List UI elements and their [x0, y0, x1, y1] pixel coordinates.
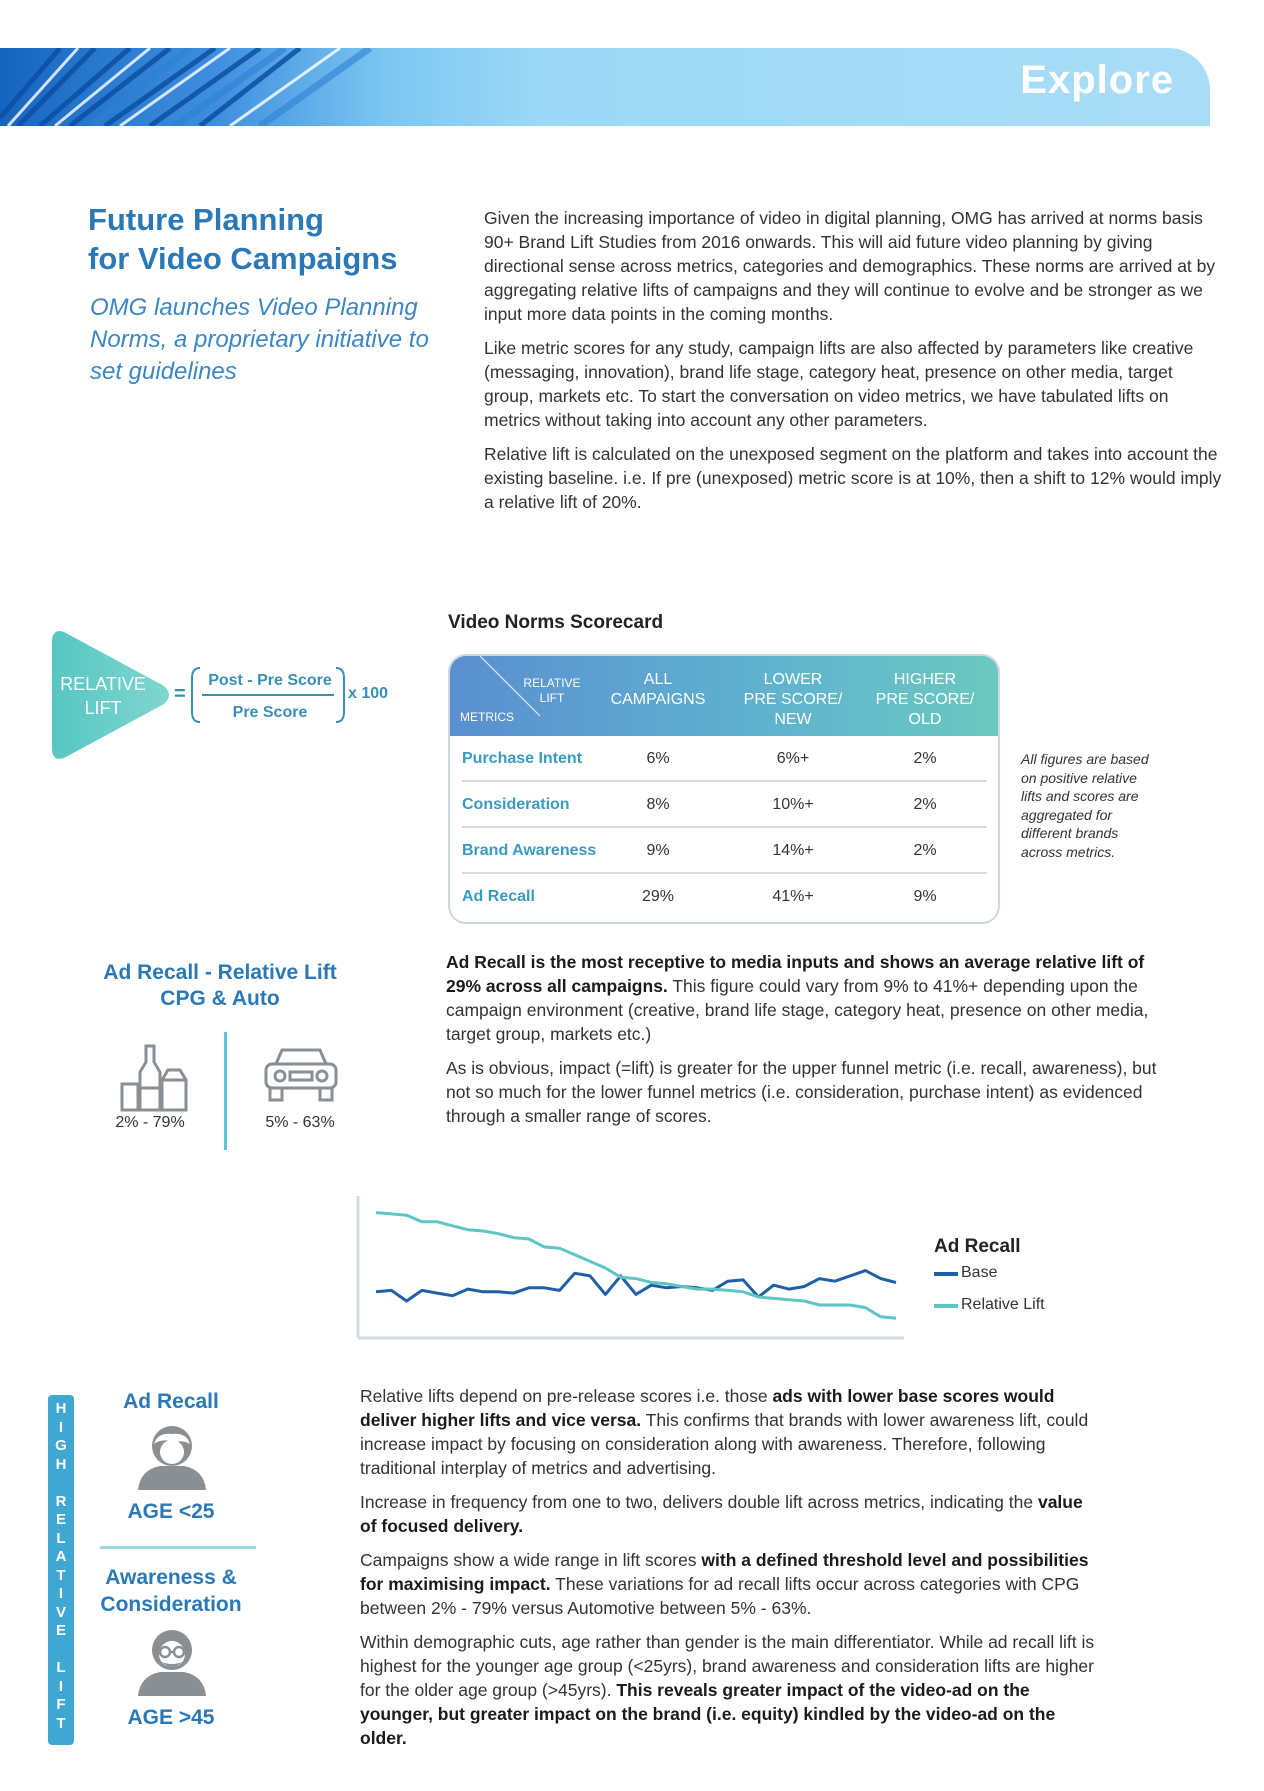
- column-header-all-line-2: CAMPAIGNS: [610, 691, 706, 708]
- corner-top-label: RELATIVE: [523, 676, 581, 690]
- closing-1c: This confirms that brands with lower awareness lift, could increase impact by focusing on consideration along with awareness. Therefore, following traditional interplay of metrics and advertising.: [360, 1410, 1089, 1478]
- row-metric: Consideration: [462, 796, 570, 813]
- ad-recall-paragraph-2: As is obvious, impact (=lift) is greater for the upper funnel metric (i.e. recall, awareness), but not so much for the lower funnel metrics (i.e. consideration, purchase intent) as evidenced through a smaller range of scores.: [446, 1058, 1157, 1126]
- title-line-1: Future Planning: [88, 202, 324, 237]
- intro-paragraph-3: Relative lift is calculated on the unexposed segment on the platform and takes into account the existing baseline. i.e. If pre (unexposed) metric score is at 10%, then a shift to 12% would imply a relative lift of 20%.: [484, 444, 1222, 512]
- formula-multiplier: x 100: [348, 685, 389, 702]
- vertical-letter: E: [55, 1511, 66, 1528]
- young-person-icon: [134, 1422, 210, 1490]
- column-header-all: [598, 670, 718, 710]
- row-metric: Purchase Intent: [462, 750, 583, 767]
- row-higher: 2%: [913, 842, 937, 859]
- header-banner: [0, 48, 1210, 126]
- closing-3c: These variations for ad recall lifts occur across categories with CPG between 2% - 79% versus Automotive between 5% - 63%.: [360, 1574, 1080, 1618]
- icon-divider: [224, 1032, 227, 1150]
- item1-age: AGE <25: [127, 1500, 215, 1523]
- intro-paragraph-2: Like metric scores for any study, campaign lifts are also affected by parameters like creative (messaging, innovation), brand life stage, category heat, presence on other media, target group, markets etc. To start the conversation on video metrics, we have tabulated lifts on metrics without taking into account any other parameters.: [484, 338, 1194, 430]
- row-higher: 2%: [913, 750, 937, 767]
- corner-relative-lift: [520, 676, 584, 706]
- scorecard-note: All figures are based on positive relative lifts and scores are aggregated for different brands across metrics.: [1021, 751, 1149, 860]
- vertical-letter: V: [55, 1603, 66, 1621]
- intro-text: [484, 206, 1224, 524]
- row-metric: Brand Awareness: [462, 842, 597, 859]
- vertical-letter: T: [56, 1714, 66, 1732]
- closing-1a: Relative lifts depend on pre-release scores i.e. those: [360, 1386, 773, 1406]
- row-divider: [462, 826, 987, 828]
- corner-metrics: METRICS: [460, 710, 514, 724]
- column-header-higher-line-2: PRE SCORE/: [875, 691, 975, 708]
- row-metric: Ad Recall: [462, 888, 535, 905]
- closing-4a: Within demographic cuts, age rather than gender is the main differentiator. While ad recall lift is highest for the younger age group (<25yrs), brand awareness and consideration lifts are higher for the older age group (>45yrs).: [360, 1632, 1095, 1700]
- row-higher: 2%: [913, 796, 937, 813]
- vertical-letter: A: [55, 1548, 67, 1565]
- relative-lift-line-2: LIFT: [84, 698, 122, 718]
- sidebar-divider: [100, 1546, 256, 1549]
- row-lower: 41%+: [772, 888, 814, 905]
- ad-recall-emphasis: Ad Recall is the most receptive to media inputs and shows an average relative lift of 29% across all campaigns.: [446, 952, 1145, 996]
- stripe-pattern: [0, 48, 420, 126]
- vertical-letter: H: [55, 1455, 67, 1473]
- ad-recall-paragraph-1: [446, 950, 1176, 1046]
- column-header-higher-line-1: HIGHER: [893, 671, 957, 688]
- ad-recall-box-title-line-1: Ad Recall - Relative Lift: [103, 961, 337, 984]
- car-icon: [262, 1044, 340, 1106]
- equals-sign: =: [174, 683, 186, 705]
- column-header-lower: [728, 670, 858, 730]
- relative-lift-label: [52, 672, 154, 720]
- vertical-letter: G: [55, 1437, 67, 1454]
- closing-3b: with a defined threshold level and possibilities for maximising impact.: [360, 1550, 1089, 1594]
- scorecard-table: [448, 654, 1000, 924]
- section-label: Explore: [1020, 58, 1174, 102]
- vertical-letter: [48, 1474, 74, 1493]
- legend-relative-lift: Relative Lift: [961, 1296, 1045, 1313]
- vertical-letter: E: [55, 1622, 66, 1639]
- column-header-lower-line-1: LOWER: [763, 671, 823, 688]
- vertical-letter: I: [58, 1418, 64, 1436]
- series-line-relative-lift: [376, 1213, 896, 1319]
- legend-swatch-relative-lift: [934, 1304, 958, 1308]
- corner-top-label-2: LIFT: [539, 691, 565, 705]
- intro-paragraph-1: Given the increasing importance of video in digital planning, OMG has arrived at norms basis 90+ Brand Lift Studies from 2016 onwards. This will aid future video planning by giving directional sense across metrics, categories and demographics. These norms are arrived at by aggregating relative lifts of campaigns and they will continue to evolve and be stronger as we input more data points in the coming months.: [484, 208, 1216, 324]
- row-all: 6%: [646, 750, 670, 767]
- column-header-lower-line-2: PRE SCORE/: [743, 691, 843, 708]
- ad-recall-text: [446, 950, 1176, 1138]
- vertical-letter: F: [56, 1696, 66, 1713]
- item1-title: Ad Recall: [123, 1390, 219, 1413]
- row-lower: 10%+: [772, 796, 814, 813]
- item2-age: AGE >45: [127, 1706, 215, 1729]
- closing-4b: This reveals greater impact of the video-ad on the younger, but greater impact on the brand (i.e. equity) kindled by the video-ad on the older.: [360, 1680, 1056, 1748]
- scorecard-title: Video Norms Scorecard: [448, 612, 664, 633]
- column-header-higher-line-3: OLD: [908, 711, 942, 728]
- vertical-letter: L: [56, 1659, 66, 1676]
- high-relative-lift-label: [48, 1400, 74, 1733]
- item2-title: [86, 1564, 256, 1618]
- column-header-all-line-1: ALL: [643, 671, 673, 688]
- closing-paragraph-3: [360, 1548, 1100, 1620]
- vertical-letter: R: [55, 1492, 67, 1510]
- vertical-letter: T: [56, 1566, 66, 1584]
- series-line-base: [376, 1271, 896, 1301]
- formula-denominator: Pre Score: [232, 704, 308, 721]
- scorecard-header: [450, 656, 998, 736]
- chart-title: Ad Recall: [934, 1236, 1021, 1257]
- ad-recall-box-title-line-2: CPG & Auto: [160, 987, 280, 1010]
- vertical-letter: H: [55, 1400, 67, 1417]
- vertical-letter: I: [58, 1585, 64, 1602]
- ad-recall-box-title: [70, 960, 370, 1012]
- item2-title-line-2: Consideration: [100, 1593, 242, 1616]
- closing-1b: ads with lower base scores would deliver higher lifts and vice versa.: [360, 1386, 1055, 1430]
- closing-text: [360, 1384, 1100, 1760]
- closing-2a: Increase in frequency from one to two, delivers double lift across metrics, indicating the: [360, 1492, 1038, 1512]
- closing-paragraph-2: [360, 1490, 1100, 1538]
- formula-numerator: Post - Pre Score: [208, 672, 332, 689]
- vertical-letter: L: [56, 1529, 66, 1547]
- row-divider: [462, 872, 987, 874]
- row-all: 8%: [646, 796, 670, 813]
- column-header-higher: [860, 670, 990, 730]
- vertical-letter: I: [58, 1677, 64, 1695]
- older-person-icon: [134, 1626, 210, 1696]
- closing-paragraph-4: [360, 1630, 1100, 1750]
- item2-title-line-1: Awareness &: [105, 1566, 237, 1589]
- ad-recall-rest: This figure could vary from 9% to 41%+ depending upon the campaign environment (creative, brand life stage, category heat, presence on other media, target group, markets etc.): [446, 976, 1149, 1044]
- legend-swatch-base: [934, 1272, 958, 1276]
- closing-3a: Campaigns show a wide range in lift scores: [360, 1550, 702, 1570]
- page-title: [88, 200, 398, 278]
- relative-lift-line-1: RELATIVE: [60, 674, 146, 694]
- closing-2b: value of focused delivery.: [360, 1492, 1083, 1536]
- row-divider: [462, 780, 987, 782]
- row-lower: 14%+: [772, 842, 814, 859]
- legend-base: Base: [961, 1264, 998, 1281]
- auto-range: 5% - 63%: [265, 1114, 335, 1131]
- row-all: 9%: [646, 842, 670, 859]
- ad-recall-chart: [356, 1196, 916, 1350]
- row-higher: 9%: [913, 888, 937, 905]
- row-lower: 6%+: [776, 750, 810, 767]
- column-header-lower-line-3: NEW: [774, 711, 812, 728]
- vertical-letter: [48, 1641, 74, 1660]
- cpg-range: 2% - 79%: [115, 1114, 185, 1131]
- bottles-icon: [118, 1040, 190, 1112]
- row-all: 29%: [641, 888, 675, 905]
- title-line-2: for Video Campaigns: [88, 241, 398, 276]
- page-subtitle: OMG launches Video Planning Norms, a proprietary initiative to set guidelines: [90, 294, 429, 385]
- closing-paragraph-1: [360, 1384, 1100, 1480]
